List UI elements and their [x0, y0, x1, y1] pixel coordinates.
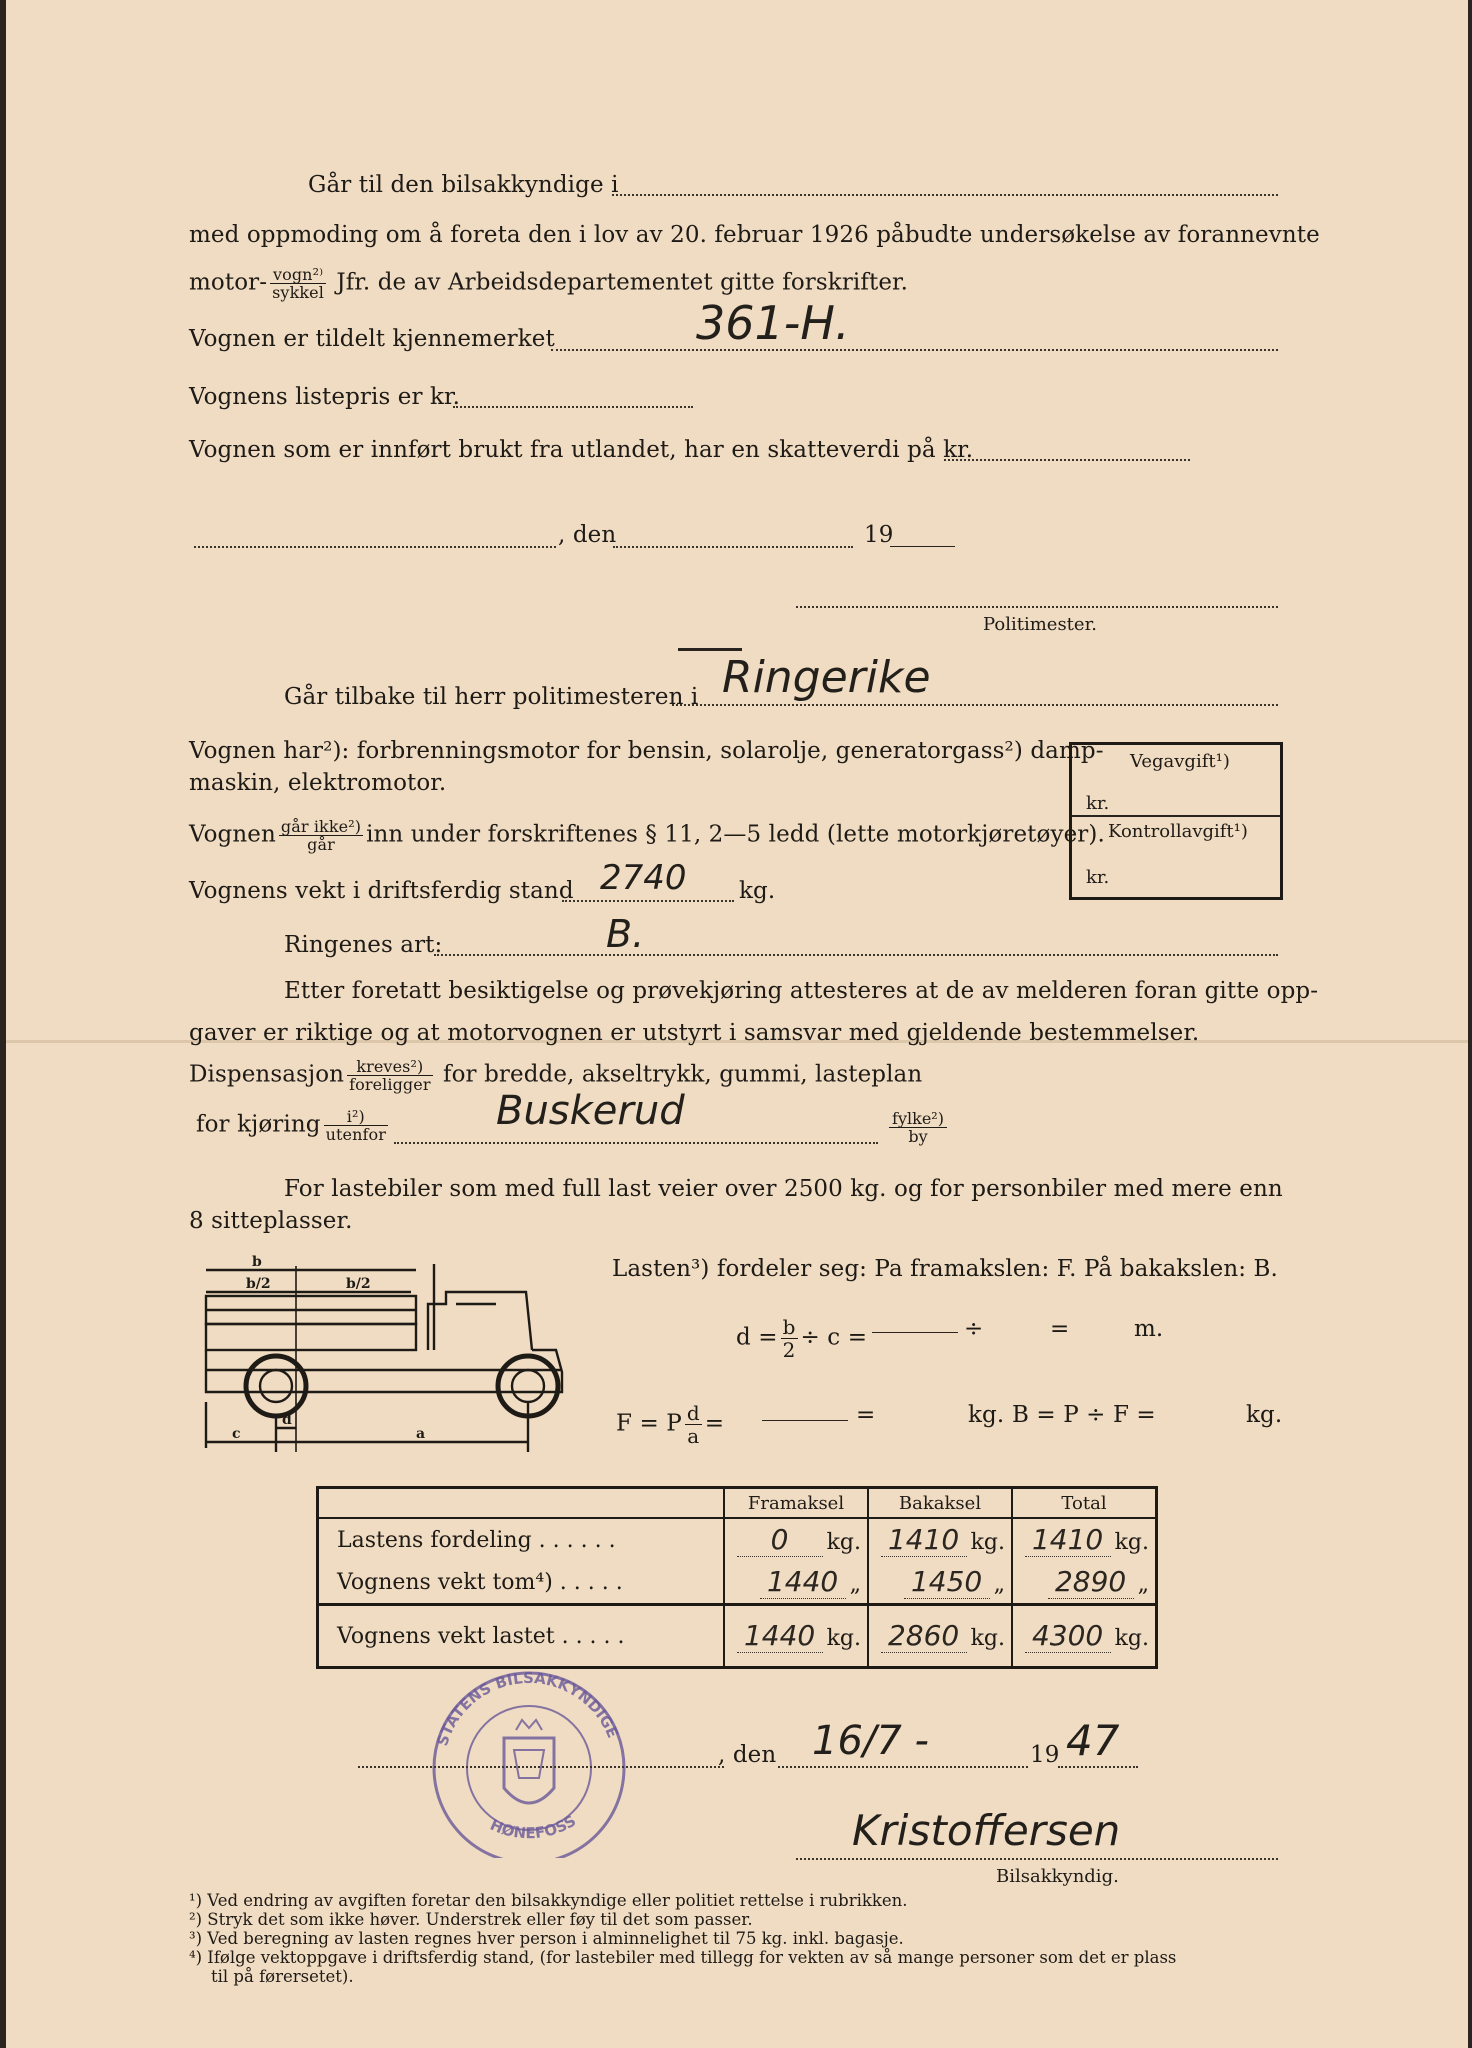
fill-line — [796, 1858, 1278, 1860]
frac-bottom: by — [908, 1127, 928, 1146]
label-c: c — [232, 1426, 241, 1442]
official-stamp — [404, 1658, 654, 1858]
fill-line — [194, 546, 556, 548]
fill-line — [944, 459, 1190, 461]
truck-cab — [428, 1292, 532, 1350]
frac-bottom: sykkel — [272, 283, 324, 302]
formula-d — [736, 1316, 867, 1361]
row-label: Vognens vekt lastet . . . . . — [318, 1605, 725, 1668]
coat-of-arms-icon — [504, 1738, 554, 1803]
frac-top: d — [686, 1401, 700, 1425]
motor-suffix: Jfr. de av Arbeidsdepartementet gitte forskrifter. — [336, 269, 909, 296]
fill-line — [1058, 1766, 1138, 1768]
vegavgift-kr: kr. — [1086, 793, 1110, 814]
label-d: d — [282, 1412, 292, 1428]
front-hub — [512, 1370, 544, 1402]
line-oppmoding: med oppmoding om å foreta den i lov av 20. februar 1926 påbudte undersøkelse av forannevnte — [189, 222, 1320, 248]
fill-line — [672, 704, 1278, 706]
frac-top: kreves²) — [347, 1058, 433, 1076]
cell — [724, 1605, 868, 1668]
cell — [1012, 1605, 1157, 1668]
cell-value: 0 — [737, 1523, 823, 1557]
kjennemerke-label: Vognen er tildelt kjennemerket — [189, 326, 555, 352]
load-table — [316, 1486, 1158, 1669]
cell-value: 4300 — [1025, 1619, 1111, 1653]
motor-prefix: motor- — [189, 269, 268, 296]
handwritten-stroke — [678, 648, 742, 651]
footnote-1: ¹) Ved endring av avgiften foretar den bilsakkyndige eller politiet rettelse i rubrikken. — [189, 1891, 908, 1910]
f1-unit: m. — [1134, 1316, 1164, 1342]
fill-line — [562, 900, 734, 902]
cell-value: 1410 — [881, 1523, 967, 1557]
cell-value: 1450 — [904, 1565, 990, 1599]
fill-line — [358, 1766, 724, 1768]
fill-line — [434, 954, 1278, 956]
truck-bed — [206, 1324, 416, 1350]
cell-value: 1440 — [737, 1619, 823, 1653]
fees-box — [1069, 742, 1283, 900]
stamp-inner-ring — [467, 1706, 591, 1830]
cell-unit: „ — [993, 1572, 1005, 1597]
fill-line — [551, 349, 1278, 351]
table-row — [318, 1518, 1157, 1561]
f2-eq1: = — [704, 1410, 725, 1437]
vegavgift-label: Vegavgift¹) — [1130, 751, 1230, 772]
crown-icon — [516, 1720, 542, 1730]
frac-bottom: foreligger — [349, 1075, 431, 1094]
label-b-half-1: b/2 — [246, 1276, 271, 1292]
stamp-text-top — [433, 1669, 622, 1748]
fill-line — [612, 194, 1278, 196]
f2-kg1: kg. — [968, 1402, 1005, 1428]
f1-frac — [781, 1316, 798, 1361]
rear-hub — [260, 1370, 292, 1402]
kjoring-value: Buskerud — [496, 1088, 685, 1134]
cell-unit: „ — [849, 1572, 861, 1597]
cell — [868, 1605, 1012, 1668]
f2-kg2: kg. — [1246, 1402, 1283, 1428]
cell-unit: „ — [1137, 1572, 1149, 1597]
vekt-label: Vognens vekt i driftsferdig stand — [189, 878, 574, 904]
frac-top: vogn²⁾ — [270, 266, 326, 284]
row-label: Lastens fordeling . . . . . . — [318, 1518, 725, 1561]
cell-value: 2890 — [1048, 1565, 1134, 1599]
cell-value: 1410 — [1025, 1523, 1111, 1557]
disp-fraction — [347, 1058, 433, 1093]
document-page — [6, 0, 1468, 2048]
frac-top: går ikke²) — [280, 817, 362, 836]
politimester-label: Politimester. — [983, 614, 1097, 635]
frac-top: i²) — [324, 1108, 388, 1126]
table-row — [318, 1561, 1157, 1605]
year-prefix: 19 — [864, 522, 894, 548]
sign-year-value: 47 — [1066, 1716, 1120, 1765]
line-bilsakkyndige: Går til den bilsakkyndige i — [308, 172, 619, 198]
formula-f — [616, 1402, 724, 1447]
kjoring-line — [196, 1108, 391, 1143]
fylke-frac — [889, 1110, 947, 1145]
frac-bottom: går — [307, 835, 335, 854]
fill-line — [394, 1142, 878, 1144]
f2-eq2: = — [856, 1402, 876, 1428]
sign-date-value: 16/7 - — [812, 1718, 929, 1764]
fill-line — [872, 1332, 958, 1333]
signature-value: Kristoffersen — [852, 1806, 1121, 1855]
fill-line — [762, 1420, 848, 1421]
gar-fraction — [279, 818, 363, 853]
frac-bottom: 2 — [782, 1338, 796, 1362]
lastebil-line2: 8 sitteplasser. — [189, 1208, 353, 1234]
cell — [1012, 1518, 1157, 1561]
skatteverdi-label: Vognen som er innført brukt fra utlandet, har en skatteverdi på kr. — [189, 437, 974, 463]
cell-unit: kg. — [1114, 1626, 1149, 1651]
kg-unit: kg. — [739, 878, 776, 904]
header-total: Total — [1012, 1488, 1157, 1519]
fill-line — [796, 606, 1278, 608]
cell — [724, 1518, 868, 1561]
listepris-label: Vognens listepris er kr. — [189, 384, 461, 410]
box-divider — [1072, 815, 1280, 817]
f2-b: B = P ÷ F = — [1012, 1402, 1156, 1428]
disp-label: Dispensasjon — [189, 1061, 345, 1088]
motor-type-line1: Vognen har²): forbrenningsmotor for bensin, solarolje, generatorgass²) damp- — [189, 738, 1104, 764]
footnote-4-cont: til på førersetet). — [211, 1967, 354, 1986]
frac-bottom: a — [687, 1424, 700, 1448]
kjoring-label: for kjøring — [196, 1111, 321, 1138]
motor-type-line2: maskin, elektromotor. — [189, 770, 447, 796]
fordeling-line: Lasten³) fordeler seg: Pa framakslen: F. På bakakslen: B. — [612, 1256, 1278, 1282]
label-a: a — [416, 1426, 426, 1442]
disp-suffix: for bredde, akseltrykk, gummi, lasteplan — [443, 1061, 923, 1088]
ringenes-value: B. — [606, 912, 645, 956]
f1-mid: ÷ — [964, 1316, 984, 1342]
table-header-row — [318, 1488, 1157, 1519]
f2-frac — [685, 1402, 702, 1447]
motor-fraction — [270, 266, 326, 301]
fill-line — [613, 546, 853, 548]
frac-bottom: utenfor — [325, 1125, 386, 1144]
stamp-text-bottom-path: HØNEFOSS — [487, 1811, 580, 1843]
attest-line2: gaver er riktige og at motorvognen er utstyrt i samsvar med gjeldende bestemmelser. — [189, 1020, 1200, 1046]
tilbake-label: Går tilbake til herr politimesteren i — [284, 684, 699, 710]
cell — [868, 1561, 1012, 1605]
stamp-text-top-path: STATENS BILSAKKYNDIGE — [433, 1668, 622, 1749]
header-bakaksel: Bakaksel — [868, 1488, 1012, 1519]
f2-left: F = P — [616, 1410, 682, 1437]
forskrift-line — [189, 818, 1105, 853]
kontrollavgift-kr: kr. — [1086, 867, 1110, 888]
cell-value: 2860 — [881, 1619, 967, 1653]
kontrollavgift-label: Kontrollavgift¹) — [1108, 821, 1248, 842]
cell-value: 1440 — [760, 1565, 846, 1599]
cell-unit: kg. — [970, 1530, 1005, 1555]
fill-line — [890, 546, 955, 547]
cell — [1012, 1561, 1157, 1605]
truck-diagram — [196, 1252, 576, 1472]
frac-top: b — [782, 1315, 796, 1339]
cell-unit: kg. — [1114, 1530, 1149, 1555]
stamp-text-bottom — [487, 1812, 579, 1843]
cell — [868, 1518, 1012, 1561]
footnote-4: ⁴) Ifølge vektoppgave i driftsferdig stand, (for lastebiler med tillegg for vekten av så mange personer som det er plass — [189, 1948, 1177, 1967]
bilsakkyndig-label: Bilsakkyndig. — [996, 1866, 1119, 1887]
cell — [724, 1561, 868, 1605]
footnote-3: ³) Ved beregning av lasten regnes hver person i alminnelighet til 75 kg. inkl. bagasje. — [189, 1929, 904, 1948]
attest-line1: Etter foretatt besiktigelse og prøvekjøring attesteres at de av melderen foran gitte opp- — [284, 978, 1319, 1004]
cell-unit: kg. — [970, 1626, 1005, 1651]
row-label: Vognens vekt tom⁴) . . . . . — [318, 1561, 725, 1605]
kjoring-fraction — [324, 1108, 388, 1143]
ringenes-label: Ringenes art: — [284, 932, 443, 958]
header-framaksel: Framaksel — [724, 1488, 868, 1519]
f1-eq: = — [1050, 1316, 1070, 1342]
f1-right: ÷ c = — [800, 1324, 868, 1351]
lion-icon — [514, 1750, 544, 1778]
cell-unit: kg. — [826, 1530, 861, 1555]
den-label: , den — [558, 522, 617, 548]
frac-top: fylke²) — [889, 1110, 947, 1128]
label-b: b — [252, 1254, 262, 1270]
vekt-value: 2740 — [600, 858, 687, 898]
forskrift-text: inn under forskriftenes § 11, 2—5 ledd (lette motorkjøretøyer). — [366, 821, 1105, 848]
lastebil-line1: For lastebiler som med full last veier over 2500 kg. og for personbiler med mere enn — [284, 1176, 1283, 1202]
sign-year-prefix: 19 — [1030, 1742, 1060, 1768]
footnote-2: ²) Stryk det som ikke høver. Understrek eller føy til det som passer. — [189, 1910, 753, 1929]
f1-left: d = — [736, 1324, 778, 1351]
label-b-half-2: b/2 — [346, 1276, 371, 1292]
place-value: Ringerike — [722, 652, 931, 703]
fylke-fraction — [886, 1110, 950, 1145]
kjennemerke-value: 361-H. — [696, 296, 850, 350]
fill-line — [453, 406, 693, 408]
rear-wheel — [246, 1356, 306, 1416]
fill-line — [778, 1766, 1028, 1768]
header-blank — [318, 1488, 725, 1519]
vognen-word: Vognen — [189, 821, 276, 848]
sign-den-label: , den — [718, 1742, 777, 1768]
cell-unit: kg. — [826, 1626, 861, 1651]
